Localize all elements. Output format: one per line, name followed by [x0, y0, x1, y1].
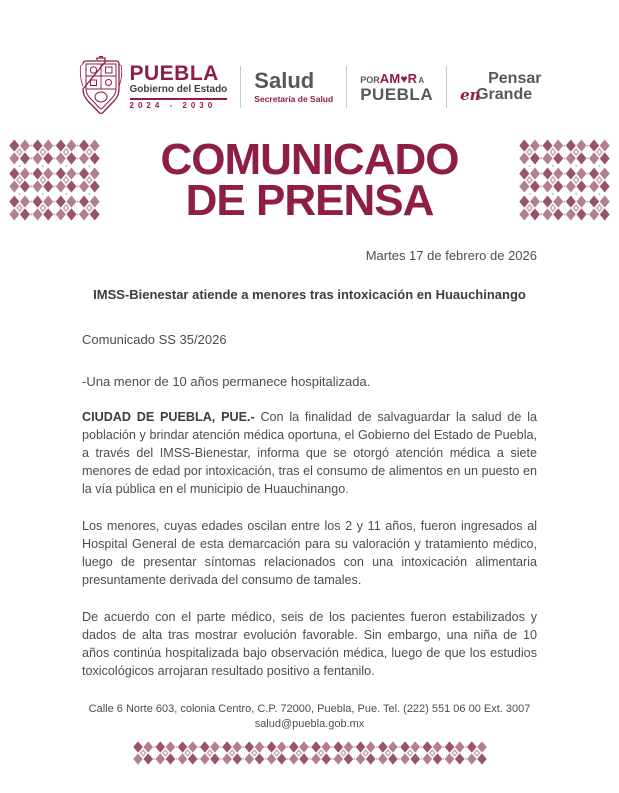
puebla-period: 2024 - 2030	[129, 101, 217, 110]
dateline-lead: CIUDAD DE PUEBLA, PUE.-	[82, 410, 255, 424]
header-logo-bar	[0, 54, 619, 120]
contact-address: Calle 6 Norte 603, colonia Centro, C.P. 72000, Puebla, Pue. Tel. (222) 551 06 00 Ext. 3007	[88, 703, 531, 715]
paragraph-1-text: Con la finalidad de salvaguardar la salud de la población y brindar atención médica oportuna, el Gobierno del Estado de Puebla, a través del IMSS-Bienestar, informa que se otorgó atención médica a siete menores de edad por intoxicación, tras el consumo de alimentos en un puesto en la vía pública en el municipio de Huauchinango.	[82, 410, 538, 496]
puebla-government-logo	[78, 56, 228, 118]
por-amor-line	[360, 72, 424, 85]
paragraph-2: Los menores, cuyas edades oscilan entre los 2 y 11 años, fueron ingresados al Hospital General de esta demarcación para su valoración y tratamiento médico, luego de presentar síntomas relacionados con una intoxicación alimentaria presuntamente derivada del consumo de tamales.	[82, 519, 537, 587]
paragraph-3: De acuerdo con el parte médico, seis de los pacientes fueron estabilizados y dados de alta tras mostrar evolución favorable. Sin embargo, una niña de 10 años continúa hospitalizada bajo observación médica, luego de que los estudios toxicológicos arrojaran resultado positivo a fentanilo.	[82, 610, 537, 678]
grande-word: Grande	[476, 86, 533, 103]
amor-word-left: AM	[379, 70, 401, 86]
puebla-rule	[130, 98, 228, 100]
logo-divider	[446, 66, 447, 108]
document-body	[0, 222, 619, 680]
logo-divider	[240, 66, 241, 108]
subnote: -Una menor de 10 años permanece hospitalizada.	[82, 374, 371, 389]
contact-email: salud@puebla.gob.mx	[254, 718, 365, 730]
page-footer	[0, 702, 619, 771]
title-line-1: COMUNICADO	[160, 135, 459, 184]
paragraph-1	[82, 408, 537, 498]
decorative-pattern-bottom	[132, 740, 488, 766]
amor-pre: POR	[360, 74, 380, 85]
amor-word-right: R	[407, 70, 418, 86]
salud-subtitle: Secretaría de Salud	[254, 94, 334, 104]
heart-icon: ♥	[400, 71, 408, 86]
puebla-wordmark	[130, 64, 228, 110]
headline: IMSS-Bienestar atiende a menores tras intoxicación en Huauchinango	[93, 287, 526, 302]
decorative-pattern-right	[518, 138, 611, 222]
amor-suffix: A	[418, 75, 425, 85]
puebla-coat-of-arms-icon	[78, 56, 124, 118]
logo-divider	[346, 66, 347, 108]
title-band	[0, 135, 619, 225]
puebla-name: PUEBLA	[129, 62, 219, 85]
release-number: Comunicado SS 35/2026	[82, 332, 227, 347]
por-amor-a-puebla-logo	[360, 72, 433, 103]
pensar-en-grande-logo	[460, 71, 541, 103]
en-script-word: en	[460, 86, 481, 104]
document-title	[101, 135, 518, 225]
salud-logo	[254, 70, 333, 104]
puebla-subtitle: Gobierno del Estado	[129, 84, 228, 95]
pensar-word: Pensar	[488, 70, 542, 87]
amor-puebla: PUEBLA	[360, 84, 434, 104]
decorative-pattern-left	[8, 138, 101, 222]
release-date: Martes 17 de febrero de 2026	[365, 248, 537, 263]
salud-title: Salud	[254, 68, 315, 93]
title-line-2: DE PRENSA	[185, 176, 434, 225]
